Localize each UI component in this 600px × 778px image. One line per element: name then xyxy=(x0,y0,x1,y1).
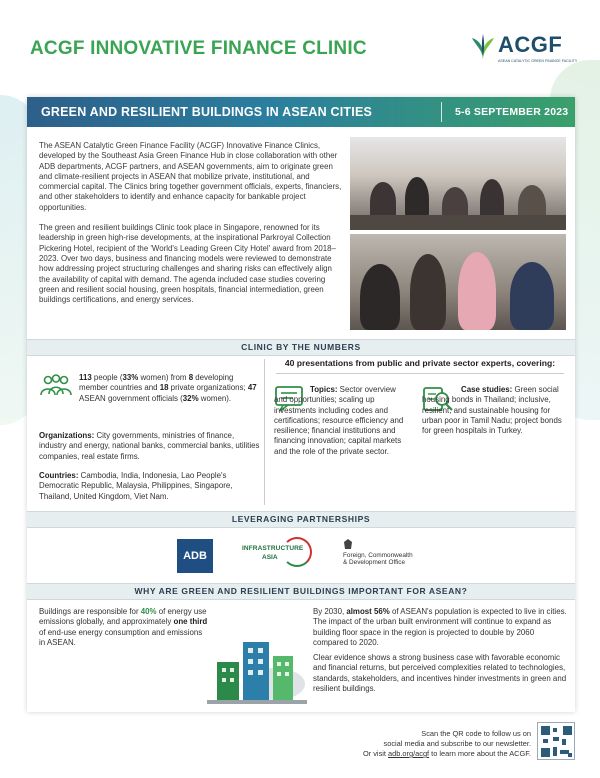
logo-text: ACGF xyxy=(498,32,563,57)
officials-women-percent: 32% xyxy=(182,393,199,403)
why-text-part: By 2030, xyxy=(313,607,347,616)
section-header-partnerships: LEVERAGING PARTNERSHIPS xyxy=(27,511,575,528)
banner-date: 5-6 SEPTEMBER 2023 xyxy=(455,106,569,118)
fcdo-logo xyxy=(343,539,433,573)
countries-label: Countries: xyxy=(39,471,79,480)
why-right-paragraph-1 xyxy=(313,607,567,648)
organizations-list: City governments, ministries of finance, industry and energy, national banks, commercial banks, utilities companies, real estate firms. xyxy=(39,431,260,461)
logo-subtitle: ASEAN CATALYTIC GREEN FINANCE FACILITY xyxy=(498,59,578,63)
acgf-website-link[interactable]: adb.org/acgf xyxy=(388,749,430,758)
infrastructure-asia-ring-icon xyxy=(282,537,312,567)
footer-line-1: Scan the QR code to follow us on xyxy=(421,729,531,738)
people-count: 113 xyxy=(79,373,92,382)
stat-text-part: private organizations; xyxy=(168,383,248,393)
presentations-divider xyxy=(276,373,564,374)
footer-line-2: social media and subscribe to our newsletter. xyxy=(383,739,531,748)
organizations-text xyxy=(39,431,261,462)
numbers-right-column xyxy=(270,353,570,505)
officials-count: 47 xyxy=(247,383,257,393)
private-org-count: 18 xyxy=(159,383,169,393)
section-header-why: WHY ARE GREEN AND RESILIENT BUILDINGS IMPORTANT FOR ASEAN? xyxy=(27,583,575,600)
case-studies-label: Case studies: xyxy=(461,385,513,394)
footer-text xyxy=(325,729,531,759)
banner-divider xyxy=(441,102,442,122)
photo-workshop-room xyxy=(350,137,566,230)
leaf-logo-icon xyxy=(470,32,496,62)
footer-text-part: to learn more about the ACGF. xyxy=(429,749,531,758)
participant-stats xyxy=(79,373,261,404)
topics-text xyxy=(274,385,411,457)
section-header-numbers: CLINIC BY THE NUMBERS xyxy=(27,339,575,356)
country-count: 8 xyxy=(188,373,194,382)
intro-text xyxy=(39,141,344,305)
why-text-part: of energy use emissions globally, and approximately xyxy=(39,607,207,627)
why-right-text xyxy=(313,607,567,694)
why-left-text xyxy=(39,607,209,648)
people-group-icon xyxy=(39,373,73,399)
case-studies-text xyxy=(422,385,570,436)
photo-discussion-group xyxy=(350,234,566,330)
stat-text-part: women) from xyxy=(138,373,189,382)
footer-text-part: Or visit xyxy=(362,749,389,758)
intro-paragraph-1: The ASEAN Catalytic Green Finance Facility (ACGF) Innovative Finance Clinics, developed by the Southeast Asia Green Finance Hub in close collaboration with other ADB departments, ACGF partners, and ASEAN governments, aim to originate green and climate-resilient projects in ASEAN that mobilize private, institutional, and commercial capital. The Clinics bring together government officials, experts, financiers, and other stakeholders to identify and enhance capacity for bankable project opportunities. xyxy=(39,141,342,212)
title-banner xyxy=(27,97,575,127)
countries-list: Cambodia, India, Indonesia, Lao People's Democratic Republic, Malaysia, Philippines, Singapore, Thailand, United Kingdom, Viet Nam. xyxy=(39,471,233,501)
adb-logo: ADB xyxy=(177,539,213,573)
partners-logos xyxy=(27,535,575,583)
why-text-part: Buildings are responsible for xyxy=(39,607,141,616)
stat-text-part: people ( xyxy=(91,373,123,382)
green-city-buildings-icon xyxy=(207,634,307,704)
main-card xyxy=(27,97,575,712)
women-percent: 33% xyxy=(122,373,139,382)
topics-label: Topics: xyxy=(310,385,338,394)
fcdo-name-line-2: & Development Office xyxy=(343,559,406,567)
infrastructure-asia-name: INFRASTRUCTURE xyxy=(242,545,304,552)
footer-line-3 xyxy=(325,749,531,759)
fcdo-name xyxy=(343,552,413,567)
banner-title: GREEN AND RESILIENT BUILDINGS IN ASEAN CITIES xyxy=(41,105,373,119)
stat-text-part: developing member countries and xyxy=(79,373,234,393)
acgf-logo xyxy=(470,30,580,70)
presentations-heading: 40 presentations from public and private sector experts, covering: xyxy=(284,358,556,368)
numbers-left-column xyxy=(39,353,261,505)
fcdo-name-line-1: Foreign, Commonwealth xyxy=(343,552,413,559)
intro-paragraph-2: The green and resilient buildings Clinic took place in Singapore, renowned for its leadership in green high-rise developments, at the inspirational Parkroyal Collection Pickering Hotel, recipient of the 'World's Leading Green City Hotel' award from 2018–2023. Over two days, business and financing models were reviewed to demonstrate how addressing project structuring challenges and sharing risks can effectively align the availability of capital with demand. The agenda included case studies covering green and resilient social housing, green hospitals, financial intermediation, green buildings certifications, and energy services. xyxy=(39,223,336,305)
organizations-label: Organizations: xyxy=(39,431,95,440)
numbers-section xyxy=(27,353,575,505)
stat-text-part: women). xyxy=(198,393,232,403)
topics-list: Sector overview and opportunities; scaling up investments including codes and certifications; resource efficiency and resilience; financial institutions and financing innovation; capital markets and the role of the private sector. xyxy=(274,385,404,456)
one-third-highlight: one third xyxy=(173,617,208,627)
countries-text xyxy=(39,471,261,502)
infrastructure-asia-logo xyxy=(242,537,314,573)
qr-code[interactable] xyxy=(537,722,575,760)
why-right-paragraph-2: Clear evidence shows a strong business case with favorable economic and financial returns, but perceived complexities related to technologies, standards, stakeholders, and incentives hinder investments in green and resilient buildings. xyxy=(313,653,567,694)
urban-population-percent: almost 56% xyxy=(346,607,390,616)
why-text-part: of end-use energy consumption and emissions in ASEAN. xyxy=(39,627,203,647)
column-divider xyxy=(264,359,265,505)
royal-crest-icon xyxy=(343,539,353,550)
page-title: ACGF INNOVATIVE FINANCE CLINIC xyxy=(30,38,367,59)
stat-text-part: ASEAN government officials ( xyxy=(79,393,183,403)
case-studies-list: Green social housing bonds in Thailand; inclusive, resilient, and sustainable housing for urban poor in Tamil Nadu; project bonds for green hospitals in Turkey. xyxy=(422,385,562,436)
why-text-part: of ASEAN's population is expected to live in cities. The impact of the urban built environment will continue to expand as building floor space in the region is projected to double by 2060 compared to 2020. xyxy=(313,607,567,647)
infrastructure-asia-region: ASIA xyxy=(262,554,278,561)
energy-emissions-percent: 40% xyxy=(140,607,157,616)
